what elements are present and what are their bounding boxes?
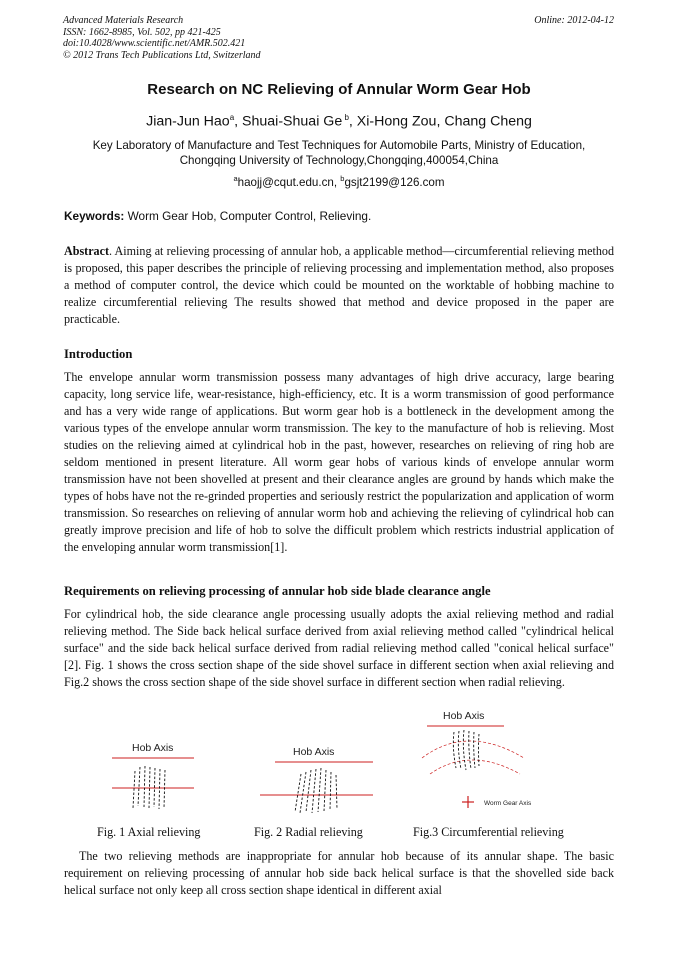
keywords-label: Keywords: (64, 209, 125, 223)
author-name: Xi-Hong Zou (356, 113, 437, 130)
figure-axial-relieving (104, 736, 214, 818)
affiliation-line: Chongqing University of Technology,Chongqing,400054,China (179, 154, 499, 167)
email-link[interactable]: gsjt2199@126.com (344, 175, 445, 189)
author-name: Shuai-Shuai Ge (242, 113, 343, 130)
worm-gear-axis-label: Worm Gear Axis (484, 800, 532, 807)
figure-circumferential-relieving (412, 706, 567, 816)
author-list (0, 113, 678, 130)
figure-caption: Fig.3 Circumferential relieving (413, 825, 564, 839)
abstract (64, 243, 614, 328)
author-sup: b (344, 113, 349, 122)
figure-radial-relieving (255, 740, 380, 820)
online-date: Online: 2012-04-12 (534, 15, 614, 26)
author-sep: , (348, 113, 357, 130)
keywords-text: Worm Gear Hob, Computer Control, Relieving. (127, 209, 372, 223)
author-name: Jian-Jun Hao (146, 113, 230, 130)
affiliation-line: Key Laboratory of Manufacture and Test Techniques for Automobile Parts, Ministry of Education, (92, 139, 586, 152)
arc-outer (422, 741, 524, 758)
author-sep: , (234, 113, 243, 130)
emails (0, 174, 678, 189)
affiliation (0, 138, 678, 168)
tooth-profiles (453, 730, 479, 770)
journal-copyright: © 2012 Trans Tech Publications Ltd, Switzerland (63, 49, 261, 61)
author-sep: , (436, 113, 445, 130)
closing-text: The two relieving methods are inappropriate for annular hob because of its annular shape. The basic requirement on relieving processing of annular hob side back helical surface is that the shovelled side back helical surface not only keep all cross section shape identical in different axial (64, 849, 614, 897)
journal-doi: doi:10.4028/www.scientific.net/AMR.502.421 (63, 38, 246, 49)
keywords (64, 209, 371, 223)
author-sup: a (229, 113, 235, 122)
journal-name: Advanced Materials Research (63, 15, 184, 26)
introduction-text: The envelope annular worm transmission possess many advantages of high drive accuracy, large bearing capacity, long service life, wear-resistance, high-efficiency, etc. It is a worm transmission of good performance and has a very wide range of applications. But worm gear hob is a bottleneck in the development among the various types of the envelope annular worm transmission. The key to the manufacture of hob is relieving. Most studies on the relieving aimed at cylindrical hob in the past, however, researches on relieving of ring hob are seldom mentioned in present literature. All worm gear hobs of various kinds of envelope annular worm transmission have not been shovelled at present and their clearance angles are ground by hands which make the types of hobs have not the re-grinded properties and seriously restrict the popularization and application of worm transmission. So researches on relieving of annular worm hob and achieving the relieving of cylindrical hob can greatly improve precision and life of hob to solve the difficult problem which restricts industrial application of the enveloping annular worm transmission[1]. (64, 370, 614, 554)
figure-caption: Fig. 1 Axial relieving (97, 825, 201, 839)
abstract-label: Abstract (64, 244, 110, 258)
section-heading-requirements: Requirements on relieving processing of annular hob side blade clearance angle (64, 584, 491, 598)
paper-title: Research on NC Relieving of Annular Worm Gear Hob (147, 81, 531, 98)
section-heading-introduction: Introduction (64, 347, 133, 361)
email-sup: b (340, 174, 345, 183)
author-name: Chang Cheng (444, 113, 532, 130)
journal-header (63, 15, 261, 61)
figure-caption: Fig. 2 Radial relieving (254, 825, 363, 839)
hob-axis-label: Hob Axis (132, 742, 174, 754)
hob-axis-label: Hob Axis (293, 746, 335, 758)
journal-issn: ISSN: 1662-8985, Vol. 502, pp 421-425 (63, 26, 221, 38)
abstract-text: . Aiming at relieving processing of annular hob, a applicable method—circumferential relieving method is proposed, this paper describes the principle of relieving processing and implementation method, also proposes a method of computer control, the device which could be mounted on the worktable of hobbing machine to realize circumferential relieving The results showed that method and device proposed in the paper are practicable. (64, 244, 614, 326)
requirements-text: For cylindrical hob, the side clearance angle processing usually adopts the axial relieving method and radial relieving method. The Side back helical surface derived from axial relieving method called "cylindrical helical surface" and the side back helical surface derived from radial relieving method called "conical helical surface"[2]. Fig. 1 shows the cross section shape of the side shovel surface in different section when axial relieving and Fig.2 shows the cross section shape of the side shovel surface in different section when radial relieving. (64, 607, 614, 689)
hob-axis-label: Hob Axis (443, 710, 485, 722)
email-sup: a (233, 174, 238, 183)
worm-gear-axis-marker (462, 796, 474, 808)
tooth-profiles (295, 768, 337, 813)
email-link[interactable]: haojj@cqut.edu.cn, (237, 175, 338, 189)
